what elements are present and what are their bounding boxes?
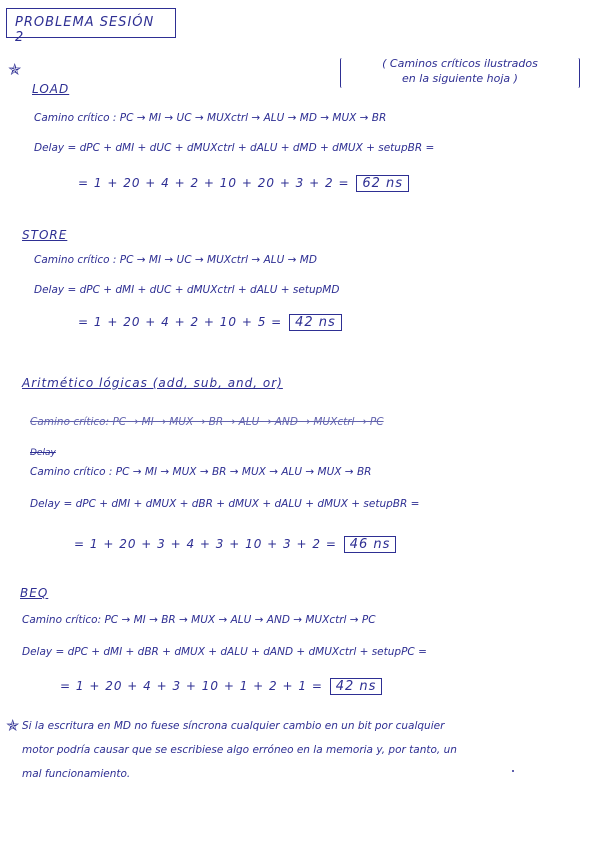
- footnote-line-1: Si la escritura en MD no fuese síncrona cualquier cambio en un bit por cualquier: [22, 720, 445, 732]
- arith-struck-line: Camino crítico: PC → MI → MUX → BR → ALU → AND → MUXctrl → PC: [30, 416, 384, 428]
- section-title-beq: BEQ: [20, 586, 49, 600]
- load-calc-expression: = 1 + 20 + 4 + 2 + 10 + 20 + 3 + 2 =: [78, 176, 350, 190]
- page-title: PROBLEMA SESIÓN 2: [6, 8, 176, 38]
- section-title-arithmetic: Aritmético lógicas (add, sub, and, or): [22, 376, 283, 390]
- beq-result: 42 ns: [330, 678, 383, 695]
- beq-calc-expression: = 1 + 20 + 4 + 3 + 10 + 1 + 2 + 1 =: [60, 679, 323, 693]
- store-calc: [78, 314, 342, 331]
- section-title-store: STORE: [22, 228, 68, 242]
- side-note-line-1: ( Caminos críticos ilustrados: [382, 57, 538, 70]
- footnote: [22, 714, 572, 786]
- arith-calc-expression: = 1 + 20 + 3 + 4 + 3 + 10 + 3 + 2 =: [74, 537, 337, 551]
- star-icon: ✯: [8, 60, 22, 79]
- load-calc: [78, 175, 409, 192]
- side-note-line-2: en la siguiente hoja ): [402, 72, 518, 85]
- arith-critical-path: Camino crítico : PC → MI → MUX → BR → MUX → ALU → MUX → BR: [30, 466, 372, 478]
- arith-result: 46 ns: [344, 536, 397, 553]
- store-critical-path: Camino crítico : PC → MI → UC → MUXctrl → ALU → MD: [34, 254, 317, 266]
- side-note: [340, 56, 580, 86]
- beq-delay-formula: Delay = dPC + dMI + dBR + dMUX + dALU + dAND + dMUXctrl + setupPC =: [22, 646, 427, 658]
- arith-calc: [74, 536, 396, 553]
- beq-calc: [60, 678, 382, 695]
- arith-delay-formula: Delay = dPC + dMI + dMUX + dBR + dMUX + dALU + dMUX + setupBR =: [30, 498, 420, 510]
- store-result: 42 ns: [289, 314, 342, 331]
- footnote-star-icon: ✯: [6, 716, 20, 735]
- beq-critical-path: Camino crítico: PC → MI → BR → MUX → ALU → AND → MUXctrl → PC: [22, 614, 376, 626]
- footnote-line-3: mal funcionamiento.: [22, 768, 131, 780]
- store-calc-expression: = 1 + 20 + 4 + 2 + 10 + 5 =: [78, 315, 283, 329]
- load-critical-path: Camino crítico : PC → MI → UC → MUXctrl → ALU → MD → MUX → BR: [34, 112, 387, 124]
- ink-dot: [512, 770, 514, 772]
- load-delay-formula: Delay = dPC + dMI + dUC + dMUXctrl + dALU + dMD + dMUX + setupBR =: [34, 142, 435, 154]
- store-delay-formula: Delay = dPC + dMI + dUC + dMUXctrl + dALU + setupMD: [34, 284, 340, 296]
- section-title-load: LOAD: [32, 82, 70, 96]
- arith-struck-word: Delay: [30, 448, 56, 458]
- footnote-line-2: motor podría causar que se escribiese algo erróneo en la memoria y, por tanto, un: [22, 744, 457, 756]
- load-result: 62 ns: [356, 175, 409, 192]
